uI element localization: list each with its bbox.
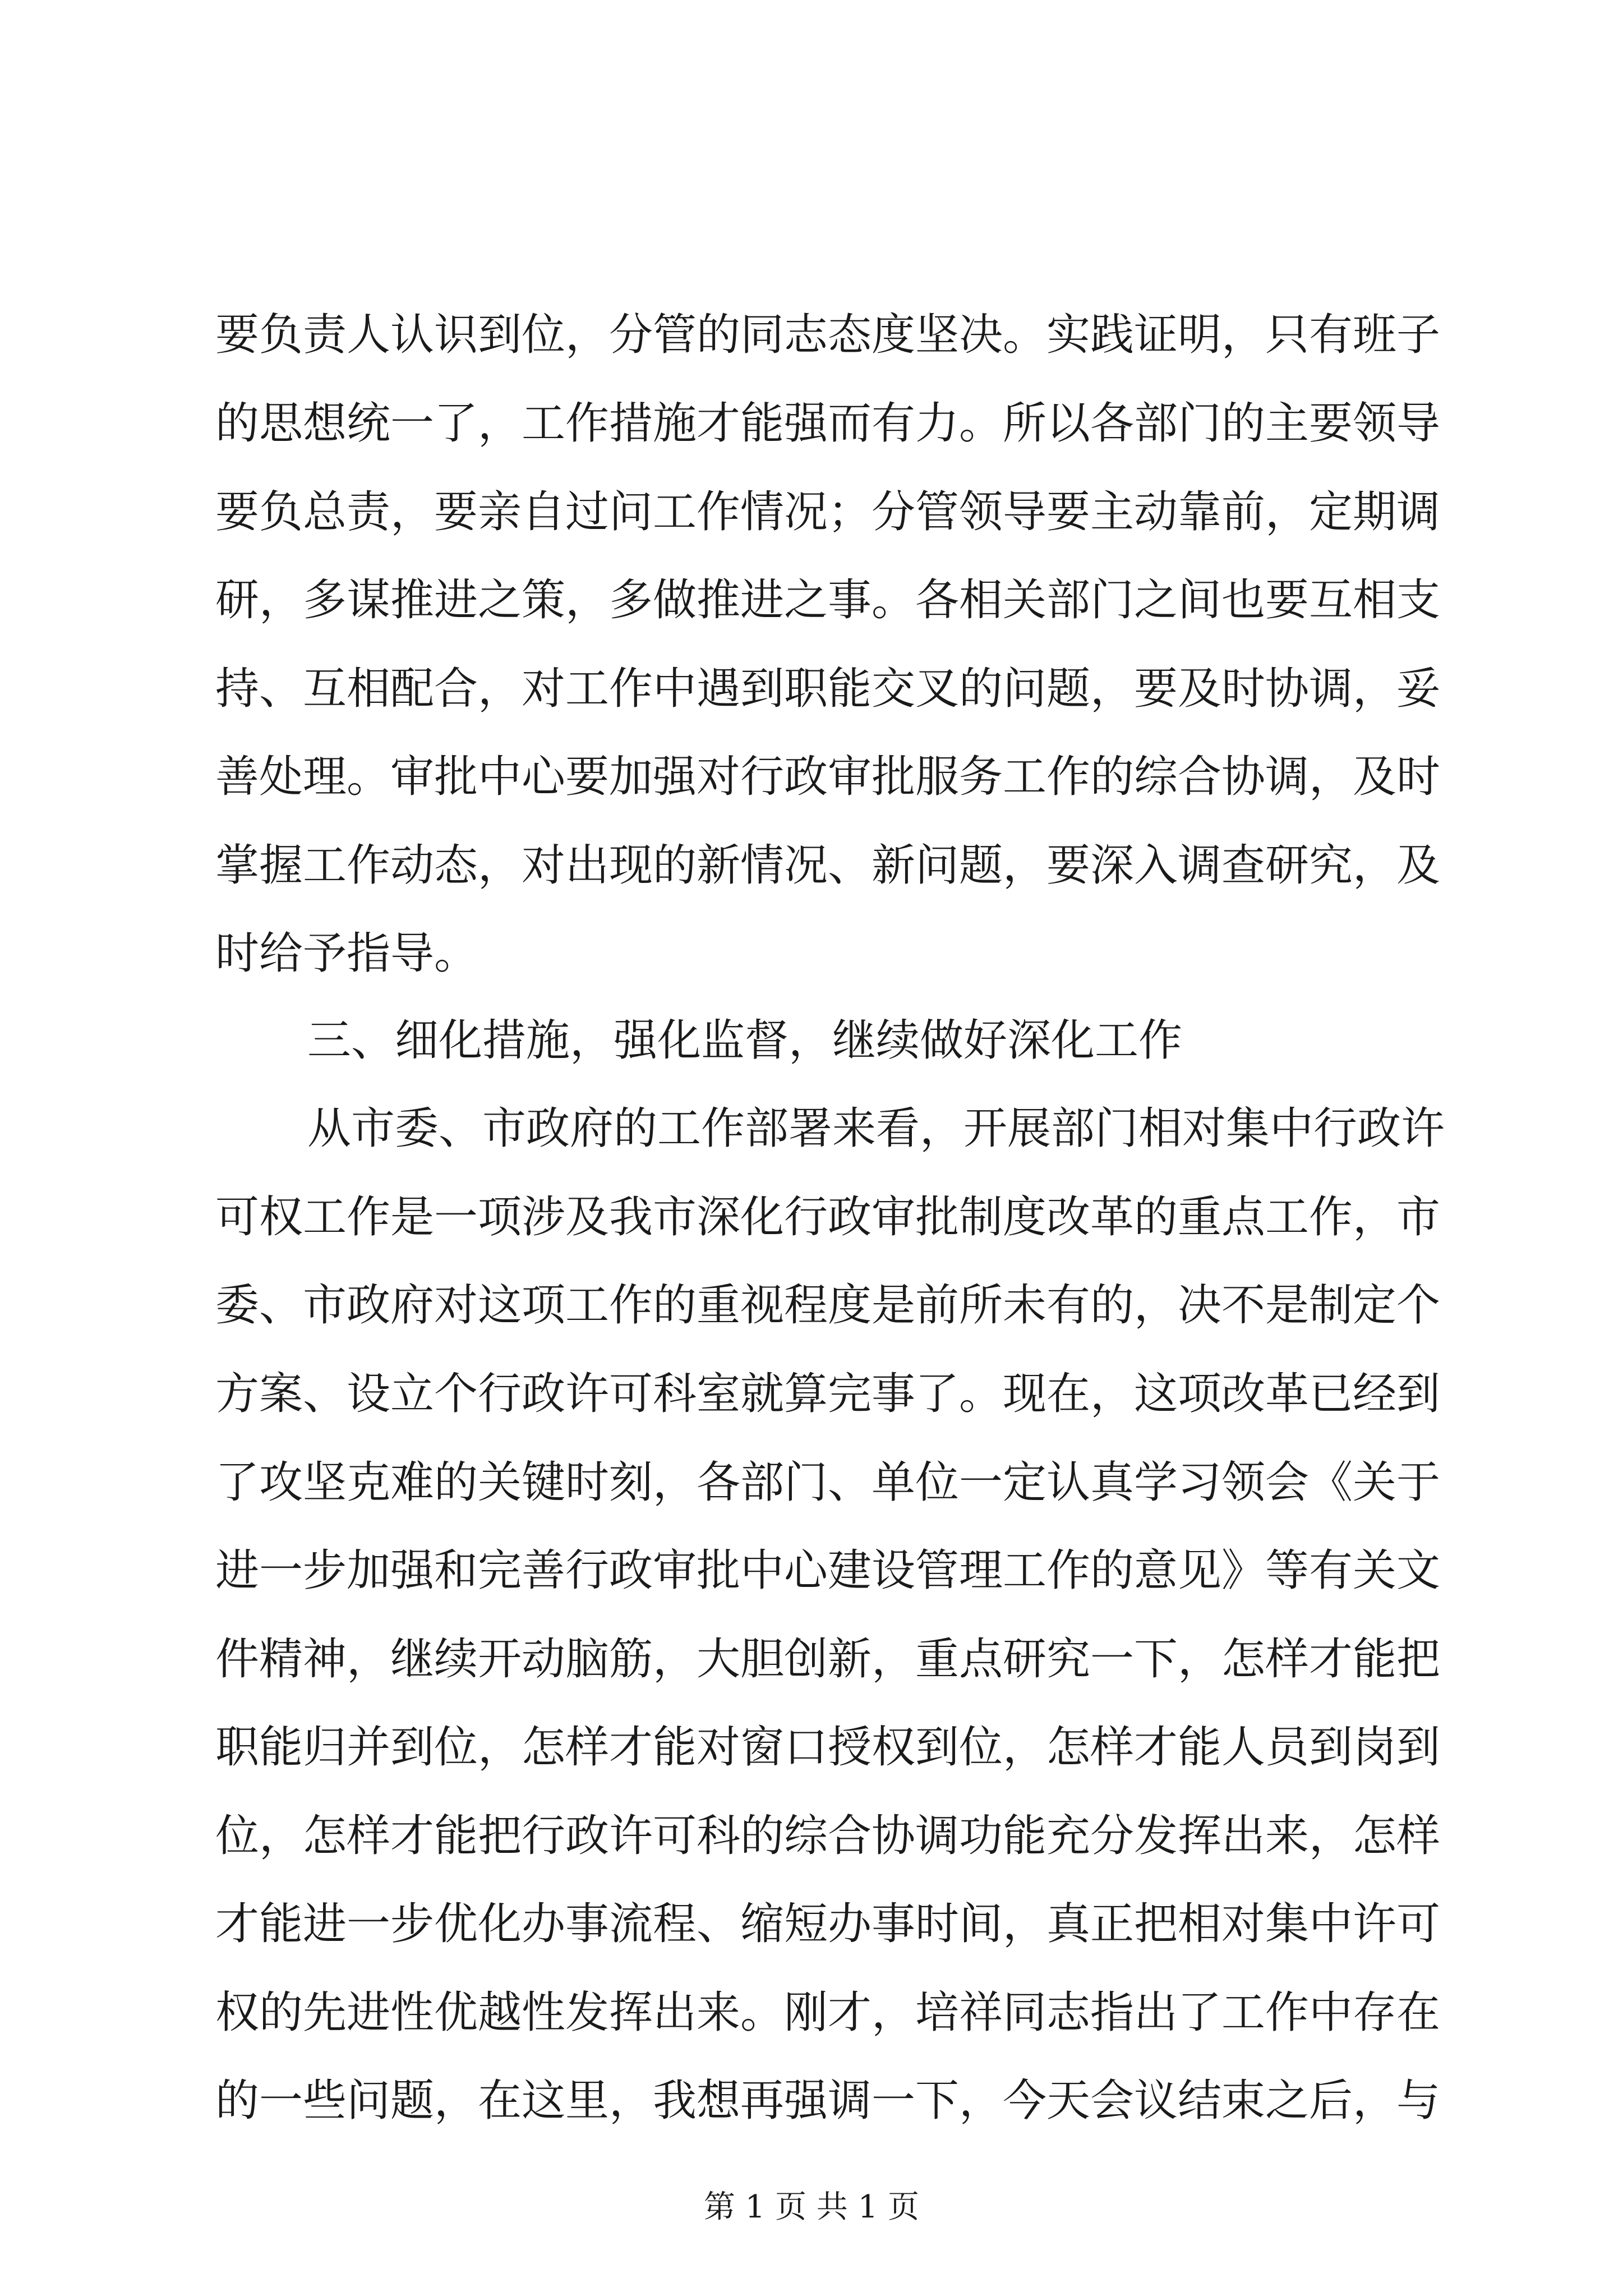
text-line-content: 了攻坚克难的关键时刻，各部门、单位一定认真学习领会《关于 bbox=[215, 1457, 1441, 1508]
text-line bbox=[0, 387, 1623, 460]
text-line bbox=[0, 564, 1623, 637]
text-line bbox=[0, 1976, 1623, 2049]
section-heading-text: 三、细化措施，强化监督，继续做好深化工作 bbox=[307, 1015, 1183, 1066]
text-line-content: 的一些问题，在这里，我想再强调一下，今天会议结束之后，与 bbox=[215, 2076, 1441, 2126]
text-line-content: 要负总责，要亲自过问工作情况；分管领导要主动靠前，定期调 bbox=[215, 487, 1441, 537]
text-line-content: 职能归并到位，怎样才能对窗口授权到位，怎样才能人员到岗到 bbox=[215, 1722, 1441, 1773]
text-line-content: 时给予指导。 bbox=[215, 928, 478, 979]
text-line bbox=[0, 1800, 1623, 1872]
text-line-content: 权的先进性优越性发挥出来。刚才，培祥同志指出了工作中存在 bbox=[215, 1987, 1441, 2038]
text-line-content: 件精神，继续开动脑筋，大胆创新，重点研究一下，怎样才能把 bbox=[215, 1634, 1441, 1685]
text-line bbox=[0, 829, 1623, 902]
text-line-content: 进一步加强和完善行政审批中心建设管理工作的意见》等有关文 bbox=[215, 1545, 1441, 1596]
text-line bbox=[0, 1446, 1623, 1519]
text-line bbox=[0, 2064, 1623, 2137]
text-line-content: 的思想统一了，工作措施才能强而有力。所以各部门的主要领导 bbox=[215, 398, 1441, 449]
text-line bbox=[0, 1092, 1623, 1165]
text-line bbox=[0, 1623, 1623, 1696]
text-line bbox=[0, 652, 1623, 725]
text-line bbox=[0, 298, 1623, 371]
text-line-content: 善处理。审批中心要加强对行政审批服务工作的综合协调，及时 bbox=[215, 752, 1441, 802]
page-number-label: 第 1 页 共 1 页 bbox=[703, 2189, 920, 2225]
text-line-content: 委、市政府对这项工作的重视程度是前所未有的，决不是制定个 bbox=[215, 1280, 1441, 1331]
text-line bbox=[0, 1269, 1623, 1342]
text-line-content: 从市委、市政府的工作部署来看，开展部门相对集中行政许 bbox=[307, 1103, 1445, 1154]
text-line bbox=[0, 917, 1623, 990]
text-line-content: 要负责人认识到位，分管的同志态度坚决。实践证明，只有班子 bbox=[215, 310, 1441, 360]
text-line-content: 才能进一步优化办事流程、缩短办事时间，真正把相对集中许可 bbox=[215, 1899, 1441, 1949]
text-line bbox=[0, 1358, 1623, 1430]
text-line-content: 研，多谋推进之策，多做推进之事。各相关部门之间也要互相支 bbox=[215, 575, 1441, 625]
text-line-content: 可权工作是一项涉及我市深化行政审批制度改革的重点工作，市 bbox=[215, 1192, 1441, 1243]
text-line bbox=[0, 1888, 1623, 1961]
text-line-content: 掌握工作动态，对出现的新情况、新问题，要深入调查研究，及 bbox=[215, 840, 1441, 891]
page-footer bbox=[0, 2179, 1623, 2235]
text-line bbox=[0, 1711, 1623, 1784]
text-line bbox=[0, 1534, 1623, 1607]
text-line-content: 持、互相配合，对工作中遇到职能交叉的问题，要及时协调，妥 bbox=[215, 664, 1441, 714]
text-line bbox=[0, 740, 1623, 813]
text-line bbox=[0, 1181, 1623, 1254]
text-line bbox=[0, 476, 1623, 549]
text-line-content: 位，怎样才能把行政许可科的综合协调功能充分发挥出来，怎样 bbox=[215, 1811, 1441, 1861]
text-line-content: 方案、设立个行政许可科室就算完事了。现在，这项改革已经到 bbox=[215, 1369, 1441, 1419]
section-heading bbox=[0, 1004, 1623, 1077]
